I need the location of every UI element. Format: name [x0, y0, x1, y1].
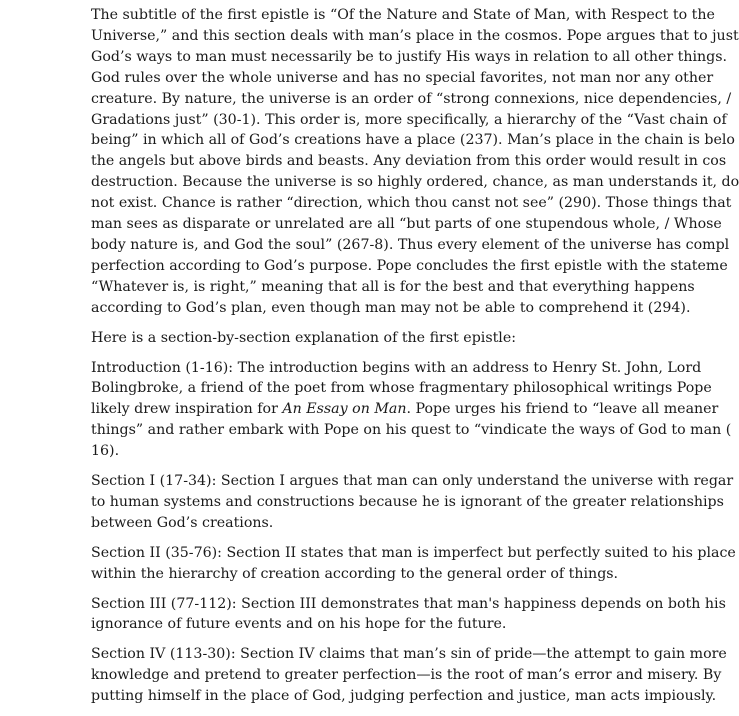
paragraph-section-1 [91, 471, 734, 534]
text-line: destruction. Because the universe is so highly ordered, chance, as man understands it, do [91, 174, 739, 191]
text-line: man sees as disparate or unrelated are all “but parts of one stupendous whole, / Whose [91, 216, 722, 233]
text-line: 16). [91, 443, 120, 460]
text-line: knowledge and pretend to greater perfection—is the root of man’s error and misery. By [91, 667, 722, 684]
text-line: perfection according to God’s purpose. Pope concludes the first epistle with the stateme [91, 257, 728, 274]
paragraph-section-4 [91, 644, 727, 707]
text-line: Universe,” and this section deals with man’s place in the cosmos. Pope argues that to just [91, 27, 739, 44]
text-line: body nature is, and God the soul” (267-8). Thus every element of the universe has compl [91, 236, 730, 253]
text-segment: likely drew inspiration for [91, 401, 283, 418]
text-line: The subtitle of the first epistle is “Of the Nature and State of Man, with Respect to the [91, 7, 715, 23]
text-line: not exist. Chance is rather “direction, which thou canst not see” (290). Those things that [91, 195, 732, 212]
paragraph-overview [91, 5, 739, 319]
text-line: within the hierarchy of creation according to the general order of things. [91, 565, 619, 582]
text-line: ignorance of future events and on his hope for the future. [91, 616, 507, 633]
text-line: Section II (35-76): Section II states that man is imperfect but perfectly suited to his place [91, 544, 736, 561]
paragraph-section-3 [91, 594, 726, 636]
text-line: God rules over the whole universe and has no special favorites, not man nor any other [91, 69, 714, 86]
text-line: Section III (77-112): Section III demonstrates that man's happiness depends on both his [91, 595, 726, 612]
document-body [91, 5, 739, 716]
text-line: things” and rather embark with Pope on his quest to “vindicate the ways of God to man ( [91, 422, 732, 439]
book-title: An Essay on Man [282, 401, 407, 418]
text-line: Section I (17-34): Section I argues that man can only understand the universe with regar [91, 473, 734, 490]
text-line: Section IV (113-30): Section IV claims that man’s sin of pride—the attempt to gain more [91, 646, 727, 663]
text-line: the angels but above birds and beasts. Any deviation from this order would result in cos [91, 153, 727, 170]
text-line: being” in which all of God’s creations have a place (237). Man’s place in the chain is belo [91, 132, 735, 149]
paragraph-section-2 [91, 543, 736, 585]
text-line: Here is a section-by-section explanation of the first epistle: [91, 329, 517, 346]
paragraph-introduction [91, 358, 732, 463]
text-line [91, 399, 719, 420]
text-segment: . Pope urges his friend to “leave all meaner [406, 401, 719, 418]
text-line: Gradations just” (30-1). This order is, more specifically, a hierarchy of the “Vast chain of [91, 111, 727, 128]
text-line: to human systems and constructions because he is ignorant of the greater relationships [91, 493, 724, 510]
text-line: Bolingbroke, a friend of the poet from whose fragmentary philosophical writings Pope [91, 380, 712, 397]
text-line: creature. By nature, the universe is an order of “strong connexions, nice dependencies, / [91, 90, 732, 107]
paragraph-section-intro [91, 328, 691, 349]
text-line: between God’s creations. [91, 514, 274, 531]
text-line: God’s ways to man must necessarily be to justify His ways in relation to all other things. [91, 48, 728, 65]
text-line: “Whatever is, is right,” meaning that all is for the best and that everything happens [91, 278, 695, 295]
text-line: Introduction (1-16): The introduction begins with an address to Henry St. John, Lord [91, 359, 702, 376]
text-line: according to God’s plan, even though man may not be able to comprehend it (294). [91, 299, 691, 316]
text-line: putting himself in the place of God, judging perfection and justice, man acts impiously. [91, 688, 717, 705]
